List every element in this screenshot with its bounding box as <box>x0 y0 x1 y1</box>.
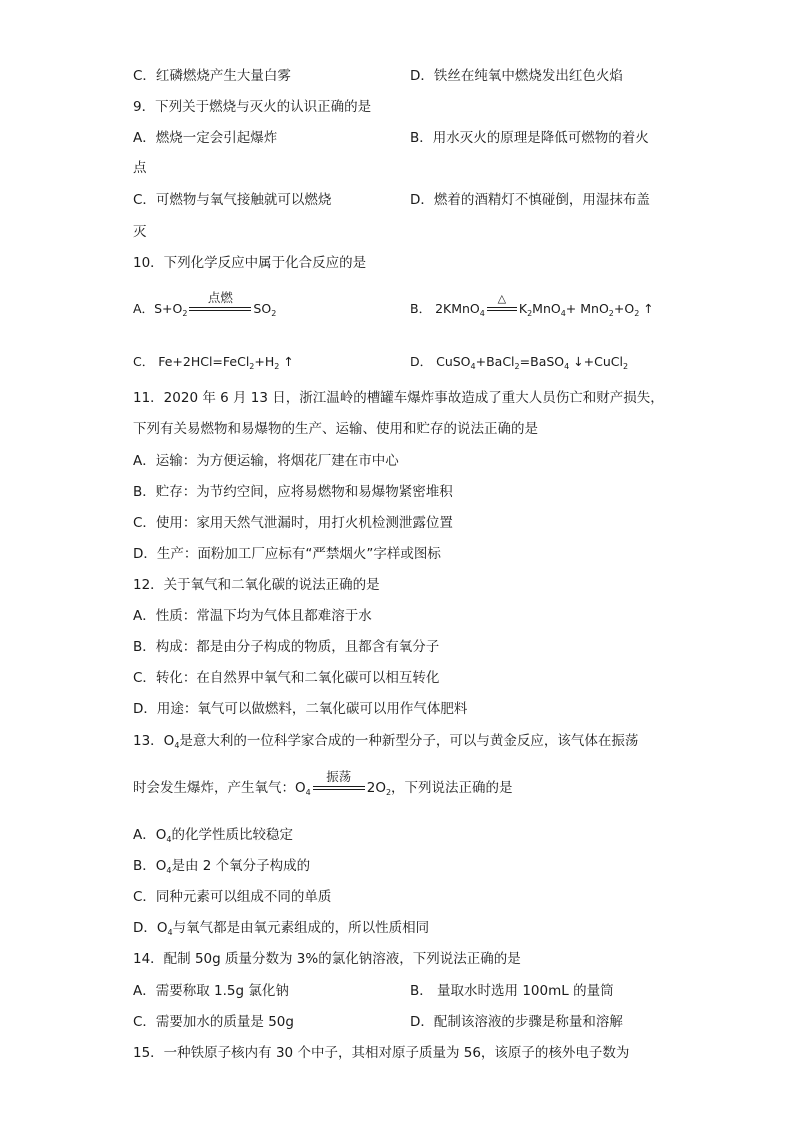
q10-c-subscript: 2 <box>274 362 280 371</box>
q10-b-reactant: 2KMnO <box>435 301 480 316</box>
q10-d-equation: D． CuSO <box>410 354 471 369</box>
q13-stem-text: 13．O <box>133 733 175 749</box>
q13-stem-line2 <box>133 769 513 798</box>
q10-b-subscript: 2 <box>634 309 640 318</box>
q10-option-c <box>133 352 294 372</box>
q13-option-text: A．O <box>133 827 167 843</box>
q13-option-a <box>133 825 293 845</box>
heat-symbol: △ <box>497 292 507 305</box>
q12-option-a: A．性质：常温下均为气体且都难溶于水 <box>133 608 372 624</box>
q10-d-equation: =BaSO <box>519 354 565 369</box>
q9-stem: 9．下列关于燃烧与灭火的认识正确的是 <box>133 99 372 115</box>
q13-option-text: 的化学性质比较稳定 <box>171 827 293 843</box>
q10-a-subscript: 2 <box>182 309 188 318</box>
q11-stem-line1: 11．2020 年 6 月 13 日，浙江温岭的槽罐车爆炸事故造成了重大人员伤亡和财产损失， <box>133 390 664 406</box>
reaction-condition: 点燃 <box>207 290 233 305</box>
q13-stem-text: 2O <box>366 780 386 796</box>
q9-option-d: D．燃着的酒精灯不慎碰倒，用湿抹布盖 <box>410 192 650 208</box>
q12-stem: 12．关于氧气和二氧化碳的说法正确的是 <box>133 577 380 593</box>
q13-option-text: B．O <box>133 858 167 874</box>
q13-subscript: 2 <box>385 788 392 797</box>
q10-d-equation: ↓+CuCl <box>569 354 623 369</box>
q10-b-subscript: 2 <box>608 309 614 318</box>
q14-stem: 14．配制 50g 质量分数为 3%的氯化钠溶液，下列说法正确的是 <box>133 951 521 967</box>
gas-arrow: ↑ <box>639 301 654 316</box>
q10-b-product: + MnO <box>565 301 609 316</box>
q10-a-label: A． <box>133 301 155 316</box>
q12-option-b: B．构成：都是由分子构成的物质，且都含有氧分子 <box>133 639 440 655</box>
q11-stem-line2: 下列有关易燃物和易爆物的生产、运输、使用和贮存的说法正确的是 <box>133 421 538 437</box>
q13-subscript: 4 <box>167 928 173 937</box>
q10-b-product: K <box>518 301 528 316</box>
q10-d-subscript: 4 <box>564 362 570 371</box>
q12-option-c: C．转化：在自然界中氧气和二氧化碳可以相互转化 <box>133 670 440 686</box>
q10-a-reactants: S+O <box>154 301 183 316</box>
q12-option-d: D．用途：氧气可以做燃料，二氧化碳可以用作气体肥料 <box>133 701 468 717</box>
q11-option-a: A．运输：为方便运输，将烟花厂建在市中心 <box>133 453 399 469</box>
q9-option-b-wrap: 点 <box>133 160 147 176</box>
q9-option-b: B．用水灭火的原理是降低可燃物的着火 <box>410 130 649 146</box>
q13-subscript: 4 <box>305 788 311 797</box>
q13-subscript: 4 <box>166 835 172 844</box>
q10-b-label: B． <box>410 301 432 316</box>
q10-b-product: MnO <box>532 301 561 316</box>
gas-arrow: ↑ <box>279 354 294 369</box>
q8-option-d: D．铁丝在纯氧中燃烧发出红色火焰 <box>410 68 623 84</box>
q10-b-subscript: 4 <box>479 309 485 318</box>
q10-b-product: +O <box>613 301 635 316</box>
q13-subscript: 4 <box>166 866 172 875</box>
q9-option-c: C．可燃物与氧气接触就可以燃烧 <box>133 192 332 208</box>
q10-d-subscript: 4 <box>470 362 476 371</box>
q11-option-b: B．贮存：为节约空间，应将易燃物和易爆物紧密堆积 <box>133 484 453 500</box>
q13-option-text: 与氧气都是由氧元素组成的，所以性质相同 <box>172 920 430 936</box>
q9-option-d-wrap: 灭 <box>133 224 147 240</box>
q13-stem-text: 是意大利的一位科学家合成的一种新型分子，可以与黄金反应，该气体在振荡 <box>179 733 639 749</box>
q15-stem: 15．一种铁原子核内有 30 个中子，其相对原子质量为 56，该原子的核外电子数为 <box>133 1045 630 1061</box>
q10-b-subscript: 4 <box>560 309 566 318</box>
q13-subscript: 4 <box>174 741 180 750</box>
q14-option-d: D．配制该溶液的步骤是称量和溶解 <box>410 1014 623 1030</box>
q14-option-a: A．需要称取 1.5g 氯化钠 <box>133 983 289 999</box>
q10-c-equation: +H <box>254 354 275 369</box>
q13-stem-text: 时会发生爆炸，产生氧气：O <box>133 780 306 796</box>
q10-stem: 10．下列化学反应中属于化合反应的是 <box>133 255 367 271</box>
q13-option-text: 是由 2 个氧分子构成的 <box>171 858 311 874</box>
q13-stem-text: ，下列说法正确的是 <box>391 780 513 796</box>
q10-c-equation: C． Fe+2HCl=FeCl <box>133 354 250 369</box>
q11-option-c: C．使用：家用天然气泄漏时，用打火机检测泄露位置 <box>133 515 453 531</box>
q10-a-product: SO <box>253 301 272 316</box>
q13-option-c: C．同种元素可以组成不同的单质 <box>133 889 332 905</box>
q10-d-equation: +BaCl <box>475 354 515 369</box>
q9-option-a: A．燃烧一定会引起爆炸 <box>133 130 278 146</box>
reaction-condition: 振荡 <box>326 769 352 784</box>
q10-c-subscript: 2 <box>249 362 255 371</box>
q14-option-b: B． 量取水时选用 100mL 的量筒 <box>410 983 614 999</box>
q10-d-subscript: 2 <box>514 362 520 371</box>
reaction-arrow <box>485 292 519 319</box>
reaction-arrow <box>187 290 253 319</box>
q10-d-subscript: 2 <box>623 362 629 371</box>
q13-option-b <box>133 856 310 876</box>
q13-stem-line1 <box>133 731 638 751</box>
q10-option-a <box>133 290 277 319</box>
q13-option-text: D．O <box>133 920 168 936</box>
q10-a-subscript: 2 <box>271 309 277 318</box>
reaction-arrow <box>311 769 367 798</box>
q8-option-c: C．红磷燃烧产生大量白雾 <box>133 68 291 84</box>
q10-option-d <box>410 352 628 372</box>
q13-option-d <box>133 918 429 938</box>
q14-option-c: C．需要加水的质量是 50g <box>133 1014 294 1030</box>
q10-b-subscript: 2 <box>527 309 533 318</box>
q11-option-d: D．生产：面粉加工厂应标有“严禁烟火”字样或图标 <box>133 546 441 562</box>
q10-option-b <box>410 292 654 319</box>
